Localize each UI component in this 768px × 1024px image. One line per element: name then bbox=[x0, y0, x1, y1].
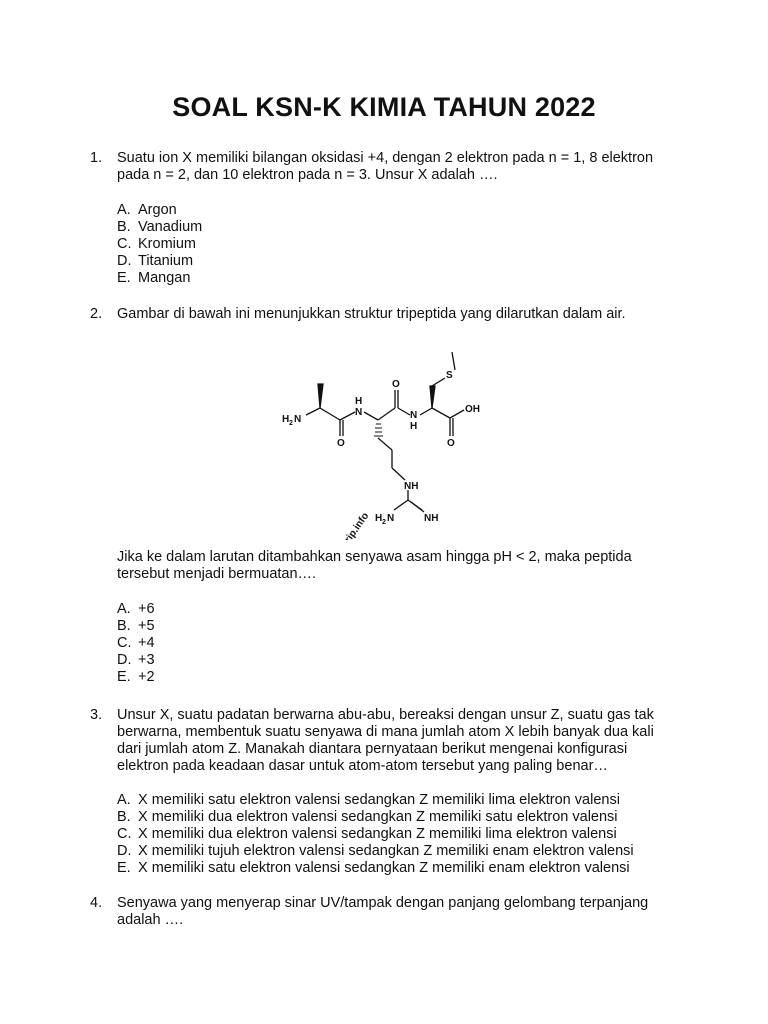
option-letter: C. bbox=[117, 236, 132, 252]
options-3 bbox=[117, 792, 634, 877]
question-text bbox=[117, 150, 657, 184]
question-line: adalah …. bbox=[117, 912, 184, 928]
option-letter: B. bbox=[117, 809, 131, 825]
question-line: pada n = 2, dan 10 elektron pada n = 3. Unsur X adalah …. bbox=[117, 167, 498, 183]
option-a bbox=[117, 601, 155, 618]
question-number: 2. bbox=[90, 306, 103, 322]
option-letter: A. bbox=[117, 601, 131, 617]
bonds bbox=[306, 352, 464, 512]
hydroxyl: OH bbox=[465, 404, 480, 415]
option-a bbox=[117, 792, 634, 809]
option-letter: C. bbox=[117, 826, 132, 842]
question-line: dari jumlah atom Z. Manakah diantara pernyataan berikut mengenai konfigurasi bbox=[117, 741, 628, 757]
sulfur: S bbox=[446, 370, 453, 381]
question-line: tersebut menjadi bermuatan…. bbox=[117, 566, 317, 582]
options-2 bbox=[117, 601, 155, 686]
option-a bbox=[117, 202, 202, 219]
option-d bbox=[117, 652, 155, 669]
question-number: 1. bbox=[90, 150, 103, 166]
option-text: Kromium bbox=[138, 236, 197, 252]
question-text bbox=[117, 895, 657, 929]
option-c bbox=[117, 236, 202, 253]
carbonyl-o3: O bbox=[447, 438, 455, 449]
option-text: +3 bbox=[138, 652, 155, 668]
option-letter: D. bbox=[117, 652, 132, 668]
option-letter: E. bbox=[117, 669, 131, 685]
option-e bbox=[117, 669, 155, 686]
question-line: Suatu ion X memiliki bilangan oksidasi +4, dengan 2 elektron pada n = 1, 8 elektron bbox=[117, 150, 654, 166]
watermark: urip.info bbox=[339, 510, 372, 540]
h2n-left-h: H bbox=[282, 414, 290, 425]
option-letter: C. bbox=[117, 635, 132, 651]
h2n-left-sub: 2 bbox=[289, 420, 293, 427]
amide-h2: H bbox=[410, 421, 418, 432]
option-text: X memiliki satu elektron valensi sedangkan Z memiliki lima elektron valensi bbox=[138, 792, 620, 808]
option-e bbox=[117, 860, 634, 877]
option-b bbox=[117, 809, 634, 826]
guanidine-imine-nh: NH bbox=[424, 513, 439, 524]
tripeptide-structure bbox=[280, 340, 510, 540]
amide-n2: N bbox=[410, 410, 418, 421]
page-title: SOAL KSN-K KIMIA TAHUN 2022 bbox=[172, 92, 596, 122]
h2n-bottom-h: H bbox=[375, 513, 383, 524]
option-letter: E. bbox=[117, 270, 131, 286]
option-text: Argon bbox=[138, 202, 177, 218]
option-text: Titanium bbox=[138, 253, 194, 269]
option-text: Mangan bbox=[138, 270, 191, 286]
option-b bbox=[117, 618, 155, 635]
option-d bbox=[117, 843, 634, 860]
question-number: 4. bbox=[90, 895, 103, 911]
question-number: 3. bbox=[90, 707, 103, 723]
option-letter: A. bbox=[117, 792, 131, 808]
option-letter: E. bbox=[117, 860, 131, 876]
question-line: Unsur X, suatu padatan berwarna abu-abu, bereaksi dengan unsur Z, suatu gas tak bbox=[117, 707, 654, 723]
option-text: +2 bbox=[138, 669, 155, 685]
h2n-bottom-sub: 2 bbox=[382, 519, 386, 526]
option-text: Vanadium bbox=[138, 219, 203, 235]
h2n-bottom-n: N bbox=[387, 513, 395, 524]
question-line: elektron pada keadaan dasar untuk atom-atom tersebut yang paling benar… bbox=[117, 758, 608, 774]
option-text: +6 bbox=[138, 601, 155, 617]
question-line: Jika ke dalam larutan ditambahkan senyawa asam hingga pH < 2, maka peptida bbox=[117, 549, 632, 565]
option-text: X memiliki dua elektron valensi sedangkan Z memiliki satu elektron valensi bbox=[138, 809, 618, 825]
option-c bbox=[117, 826, 634, 843]
option-letter: A. bbox=[117, 202, 131, 218]
question-text bbox=[117, 707, 657, 775]
option-text: X memiliki satu elektron valensi sedangkan Z memiliki enam elektron valensi bbox=[138, 860, 630, 876]
carbonyl-o2: O bbox=[392, 379, 400, 390]
question-2-continuation bbox=[117, 549, 657, 583]
option-letter: B. bbox=[117, 618, 131, 634]
option-e bbox=[117, 270, 202, 287]
question-line: Gambar di bawah ini menunjukkan struktur tripeptida yang dilarutkan dalam air. bbox=[117, 306, 626, 322]
options-1 bbox=[117, 202, 202, 287]
option-c bbox=[117, 635, 155, 652]
option-text: X memiliki tujuh elektron valensi sedangkan Z memiliki enam elektron valensi bbox=[138, 843, 634, 859]
h2n-left-n: N bbox=[294, 414, 302, 425]
amide-n1: N bbox=[355, 407, 363, 418]
question-text bbox=[117, 306, 657, 323]
guanidine-nh: NH bbox=[404, 481, 419, 492]
option-text: X memiliki dua elektron valensi sedangkan Z memiliki lima elektron valensi bbox=[138, 826, 617, 842]
option-b bbox=[117, 219, 202, 236]
amide-h1: H bbox=[355, 396, 363, 407]
option-text: +4 bbox=[138, 635, 155, 651]
option-text: +5 bbox=[138, 618, 155, 634]
option-d bbox=[117, 253, 202, 270]
option-letter: B. bbox=[117, 219, 131, 235]
question-line: Senyawa yang menyerap sinar UV/tampak dengan panjang gelombang terpanjang bbox=[117, 895, 649, 911]
question-line: berwarna, membentuk suatu senyawa di mana jumlah atom X lebih banyak dua kali bbox=[117, 724, 654, 740]
option-letter: D. bbox=[117, 253, 132, 269]
option-letter: D. bbox=[117, 843, 132, 859]
carbonyl-o1: O bbox=[337, 438, 345, 449]
tripeptide-diagram bbox=[280, 340, 510, 540]
